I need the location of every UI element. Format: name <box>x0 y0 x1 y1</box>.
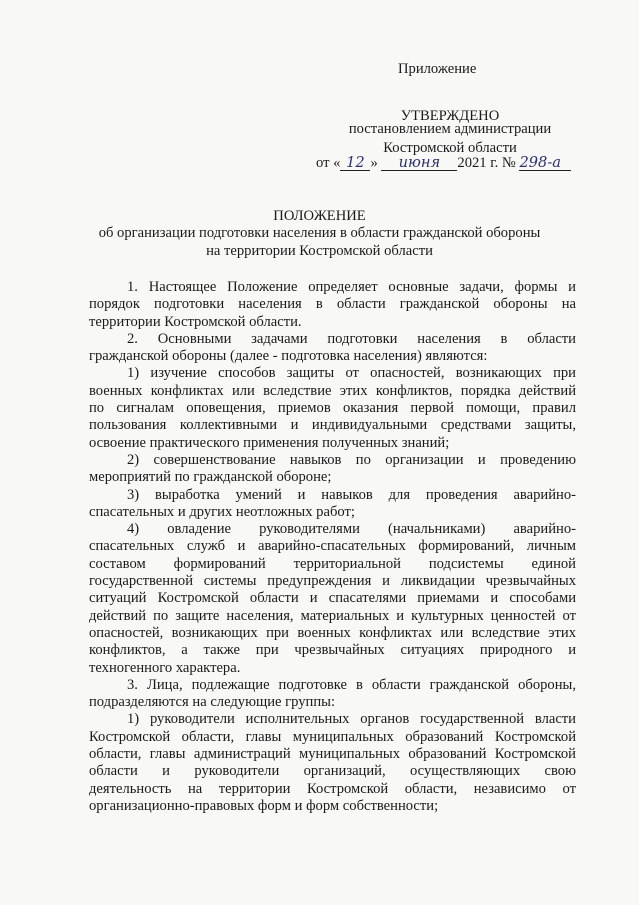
approved-by: постановлением администрации <box>348 121 552 137</box>
body-line: 2) совершенствование навыков по организации и проведению <box>127 451 576 468</box>
body-line: спасательных и других неотложных работ; <box>89 503 355 520</box>
body-line: пользования коллективными и индивидуальными средствами защиты, <box>89 417 576 434</box>
body-line: 1) руководители исполнительных органов государственной власти <box>127 711 576 728</box>
body-line: по сигналам оповещения, приемов оказания первой помощи, правил <box>89 400 576 417</box>
body-line: государственной системы предупреждения и ликвидации чрезвычайных <box>89 573 576 590</box>
date-mid: » <box>370 155 378 171</box>
resolution-date-line <box>316 155 571 172</box>
document-subtitle-line2: на территории Костромской области <box>206 243 433 259</box>
body-line: опасностей, возникающих при военных конфликтах или вследствие этих <box>89 624 576 641</box>
document-subtitle-line1: об организации подготовки населения в области гражданской обороны <box>98 225 541 241</box>
body-line: 2. Основными задачами подготовки населения в области <box>127 330 576 347</box>
body-line: спасательных служб и аварийно-спасательных формирований, личным <box>89 538 576 555</box>
body-line: гражданской обороны (далее - подготовка населения) являются: <box>89 348 488 365</box>
body-line: 4) овладение руководителями (начальниками) аварийно- <box>127 521 576 538</box>
body-line: территории Костромской области. <box>89 313 302 330</box>
body-line: мероприятий по гражданской обороне; <box>89 469 332 486</box>
body-line: 3. Лица, подлежащие подготовке в области гражданской обороны, <box>127 676 576 693</box>
body-line: техногенного характера. <box>89 659 241 676</box>
body-line: деятельность на территории Костромской области, независимо от <box>89 780 576 797</box>
body-line: военных конфликтах или вследствие этих конфликтов, порядка действий <box>89 382 576 399</box>
body-line: области и руководители организаций, осуществляющих свою <box>89 763 576 780</box>
number-sign: № <box>501 155 516 171</box>
body-line: ситуаций Костромской области и спасателями приемами и способами <box>89 590 576 607</box>
body-line: освоение практического применения полученных знаний; <box>89 434 450 451</box>
body-line: подразделяются на следующие группы: <box>89 694 336 711</box>
date-year: 2021 г. <box>457 155 499 171</box>
body-line: порядок подготовки населения в области гражданской обороны на <box>89 296 576 313</box>
body-line: области, главы администраций муниципальных образований Костромской <box>89 746 576 763</box>
appendix-label: Приложение <box>398 61 477 77</box>
body-line: 1) изучение способов защиты от опасностей, возникающих при <box>127 365 576 382</box>
body-line: действий по защите населения, материальных и культурных ценностей от <box>89 607 576 624</box>
date-day: 12 <box>340 155 370 171</box>
body-line: организационно-правовых форм и форм собственности; <box>89 797 439 814</box>
body-line: Костромской области, главы муниципальных образований Костромской <box>89 728 576 745</box>
body-line: составом формирований территориальной подсистемы единой <box>89 555 576 572</box>
body-line: 1. Настоящее Положение определяет основные задачи, формы и <box>127 279 576 295</box>
body-line: 3) выработка умений и навыков для проведения аварийно- <box>127 486 576 503</box>
date-prefix: от « <box>316 155 341 171</box>
resolution-number: 298-а <box>519 155 571 171</box>
body-line: конфликтов, а также при чрезвычайных ситуациях природного и <box>89 642 576 659</box>
approved-stamp: УТВЕРЖДЕНО <box>400 108 500 124</box>
approved-region: Костромской области <box>383 140 517 156</box>
date-month: июня <box>381 155 457 171</box>
document-title: ПОЛОЖЕНИЕ <box>273 208 366 224</box>
document-body <box>89 279 576 815</box>
